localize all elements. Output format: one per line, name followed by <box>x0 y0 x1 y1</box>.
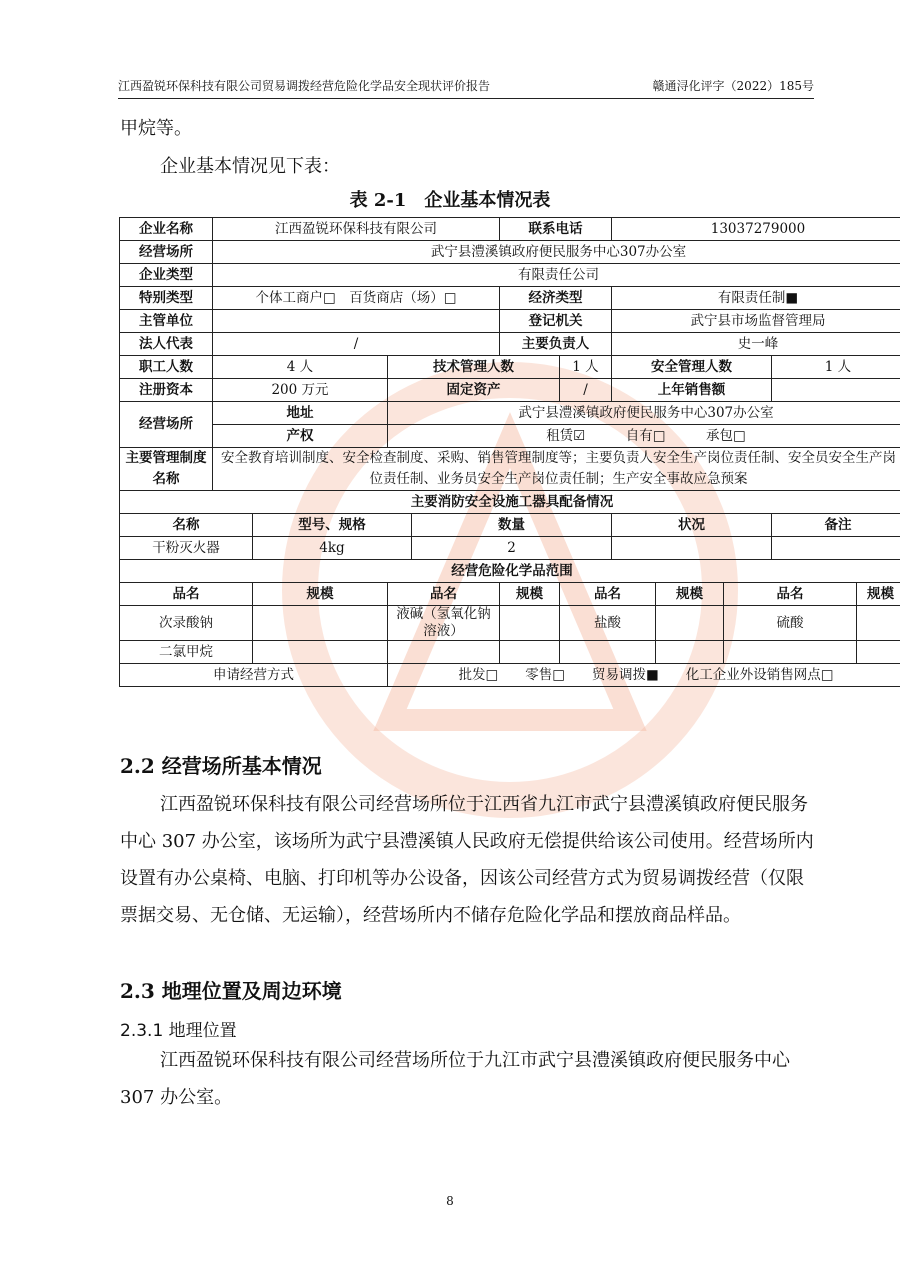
chem-header: 规模 <box>500 583 560 606</box>
page-number: 8 <box>446 1194 454 1208</box>
site-label: 经营场所 <box>120 241 213 264</box>
intro-line-1: 甲烷等。 <box>120 118 192 139</box>
safety-label: 安全管理人数 <box>612 356 772 379</box>
legal-label: 法人代表 <box>120 333 213 356</box>
fire-cell: 4kg <box>253 537 412 560</box>
chem-cell <box>500 606 560 641</box>
chem-cell <box>724 641 857 664</box>
header-title: 江西盈锐环保科技有限公司贸易调拨经营危险化学品安全现状评价报告 <box>118 79 491 93</box>
econ-value: 有限责任制■ <box>612 287 900 310</box>
system-label: 主要管理制度名称 <box>120 448 213 491</box>
special-label: 特别类型 <box>120 287 213 310</box>
type-value: 有限责任公司 <box>213 264 900 287</box>
special-value: 个体工商户□ 百货商店（场）□ <box>213 287 500 310</box>
chem-header: 规模 <box>857 583 900 606</box>
fire-header: 状况 <box>612 514 772 537</box>
tech-value: 1 人 <box>560 356 612 379</box>
staff-label: 职工人数 <box>120 356 213 379</box>
fire-cell <box>612 537 772 560</box>
capital-label: 注册资本 <box>120 379 213 402</box>
fire-cell: 干粉灭火器 <box>120 537 253 560</box>
reg-label: 登记机关 <box>500 310 612 333</box>
chem-cell <box>857 606 900 641</box>
chem-cell <box>388 641 500 664</box>
company-value: 江西盈锐环保科技有限公司 <box>213 218 500 241</box>
chem-cell: 次录酸钠 <box>120 606 253 641</box>
chem-cell <box>253 606 388 641</box>
mode-label: 申请经营方式 <box>120 664 388 687</box>
company-info-table <box>119 217 900 687</box>
assets-value: / <box>560 379 612 402</box>
phone-label: 联系电话 <box>500 218 612 241</box>
capital-value: 200 万元 <box>213 379 388 402</box>
chem-cell <box>253 641 388 664</box>
intro-line-2: 企业基本情况见下表： <box>160 156 340 177</box>
section-2-2-title: 2.2 经营场所基本情况 <box>120 754 322 778</box>
sales-label: 上年销售额 <box>612 379 772 402</box>
chem-cell <box>656 606 724 641</box>
safety-value: 1 人 <box>772 356 900 379</box>
chem-cell: 液碱（氢氧化钠溶液） <box>388 606 500 641</box>
chem-cell: 二氯甲烷 <box>120 641 253 664</box>
addr-value: 武宁县澧溪镇政府便民服务中心307办公室 <box>388 402 900 425</box>
reg-value: 武宁县市场监督管理局 <box>612 310 900 333</box>
chief-label: 主要负责人 <box>500 333 612 356</box>
system-value: 安全教育培训制度、安全检查制度、采购、销售管理制度等；主要负责人安全生产岗位责任制、安全员安全生产岗位责任制、业务员安全生产岗位责任制；生产安全事故应急预案 <box>213 448 900 491</box>
section-2-3-1-title: 2.3.1 地理位置 <box>120 1021 237 1041</box>
chem-title: 经营危险化学品范围 <box>120 560 900 583</box>
chem-cell <box>560 641 656 664</box>
chem-header: 规模 <box>656 583 724 606</box>
fire-header: 型号、规格 <box>253 514 412 537</box>
site-value: 武宁县澧溪镇政府便民服务中心307办公室 <box>213 241 900 264</box>
fire-cell <box>772 537 900 560</box>
addr-label: 地址 <box>213 402 388 425</box>
dept-value <box>213 310 500 333</box>
chem-cell: 硫酸 <box>724 606 857 641</box>
fire-header: 名称 <box>120 514 253 537</box>
header-doc-number: 赣通浔化评字（2022）185号 <box>652 79 814 93</box>
chem-header: 品名 <box>560 583 656 606</box>
company-label: 企业名称 <box>120 218 213 241</box>
prop-value: 租赁☑ 自有□ 承包□ <box>388 425 900 448</box>
section-2-2-text: 江西盈锐环保科技有限公司经营场所位于江西省九江市武宁县澧溪镇政府便民服务中心 307 办公室，该场所为武宁县澧溪镇人民政府无偿提供给该公司使用。经营场所内设置有办公桌椅、电脑、打印机等办公设备，因该公司经营方式为贸易调拨经营（仅限票据交易、无仓储、无运输），经营场所内不储存危险化学品和摆放商品样品。 <box>120 794 814 926</box>
fire-cell: 2 <box>412 537 612 560</box>
chem-header: 品名 <box>120 583 253 606</box>
chem-header: 品名 <box>724 583 857 606</box>
dept-label: 主管单位 <box>120 310 213 333</box>
chem-cell <box>656 641 724 664</box>
site2-label: 经营场所 <box>120 402 213 448</box>
tech-label: 技术管理人数 <box>388 356 560 379</box>
mode-value: 批发□ 零售□ 贸易调拨■ 化工企业外设销售网点□ <box>388 664 900 687</box>
sales-value <box>772 379 900 402</box>
section-2-3-title: 2.3 地理位置及周边环境 <box>120 979 342 1003</box>
section-2-3-1-text: 江西盈锐环保科技有限公司经营场所位于九江市武宁县澧溪镇政府便民服务中心 307 办公室。 <box>120 1050 790 1108</box>
table-caption: 表 2-1 企业基本情况表 <box>349 190 551 211</box>
fire-header: 备注 <box>772 514 900 537</box>
fire-header: 数量 <box>412 514 612 537</box>
assets-label: 固定资产 <box>388 379 560 402</box>
chem-header: 规模 <box>253 583 388 606</box>
chem-cell <box>500 641 560 664</box>
chem-cell: 盐酸 <box>560 606 656 641</box>
phone-value: 13037279000 <box>612 218 900 241</box>
chem-header: 品名 <box>388 583 500 606</box>
type-label: 企业类型 <box>120 264 213 287</box>
chief-value: 史一峰 <box>612 333 900 356</box>
fire-title: 主要消防安全设施工器具配备情况 <box>120 491 900 514</box>
legal-value: / <box>213 333 500 356</box>
prop-label: 产权 <box>213 425 388 448</box>
econ-label: 经济类型 <box>500 287 612 310</box>
staff-value: 4 人 <box>213 356 388 379</box>
page-header <box>118 76 814 99</box>
chem-cell <box>857 641 900 664</box>
